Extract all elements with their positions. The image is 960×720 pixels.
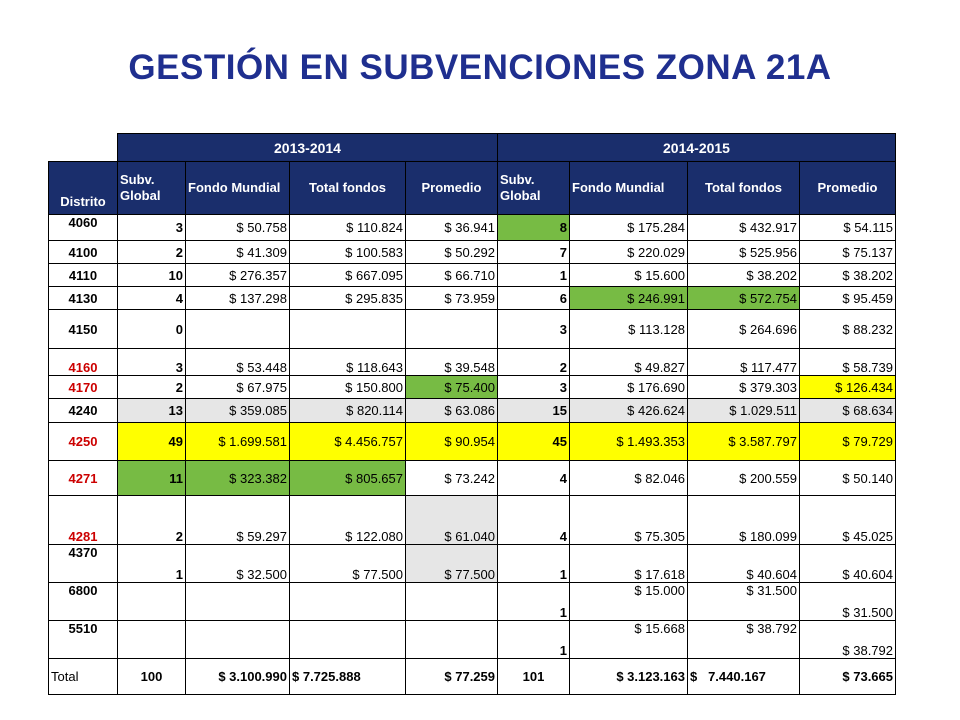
subv-count-cell: 1 bbox=[498, 545, 570, 583]
total-cell: $ 379.303 bbox=[688, 376, 800, 399]
subv-count-cell: 1 bbox=[498, 264, 570, 287]
corner-blank bbox=[49, 134, 118, 162]
total-subv-count-2: 101 bbox=[498, 659, 570, 695]
promedio-cell bbox=[406, 310, 498, 349]
total-cell: $ 110.824 bbox=[290, 215, 406, 241]
fondo-cell: $ 220.029 bbox=[570, 241, 688, 264]
fondo-cell: $ 276.357 bbox=[186, 264, 290, 287]
total-label: Total bbox=[49, 659, 118, 695]
total-fondo-2: $ 3.123.163 bbox=[570, 659, 688, 695]
fondo-cell: $ 137.298 bbox=[186, 287, 290, 310]
grants-table bbox=[48, 133, 896, 695]
district-cell: 4150 bbox=[49, 310, 118, 349]
district-cell: 4250 bbox=[49, 423, 118, 461]
district-cell: 4240 bbox=[49, 399, 118, 423]
promedio-cell: $ 90.954 bbox=[406, 423, 498, 461]
total-subv-count-1: 100 bbox=[118, 659, 186, 695]
total-fondo-1: $ 3.100.990 bbox=[186, 659, 290, 695]
period-header-2013-2014: 2013-2014 bbox=[118, 134, 498, 162]
col-header-distrito: Distrito bbox=[49, 162, 118, 215]
fondo-cell bbox=[186, 583, 290, 621]
total-cell: $ 1.029.511 bbox=[688, 399, 800, 423]
promedio-cell: $ 36.941 bbox=[406, 215, 498, 241]
subv-count-cell: 15 bbox=[498, 399, 570, 423]
fondo-cell: $ 359.085 bbox=[186, 399, 290, 423]
col-header-subv-global-1: Subv. Global bbox=[118, 162, 186, 215]
fondo-cell bbox=[186, 621, 290, 659]
fondo-cell: $ 175.284 bbox=[570, 215, 688, 241]
period-header-2014-2015: 2014-2015 bbox=[498, 134, 896, 162]
table-row bbox=[49, 376, 896, 399]
promedio-cell: $ 54.115 bbox=[800, 215, 896, 241]
total-total-2: $ 7.440.167 bbox=[688, 659, 800, 695]
table-row bbox=[49, 423, 896, 461]
fondo-cell: $ 323.382 bbox=[186, 461, 290, 496]
subv-count-cell bbox=[118, 621, 186, 659]
table-row bbox=[49, 496, 896, 545]
subv-count-cell: 8 bbox=[498, 215, 570, 241]
fondo-cell: $ 1.493.353 bbox=[570, 423, 688, 461]
promedio-cell: $ 45.025 bbox=[800, 496, 896, 545]
promedio-cell: $ 88.232 bbox=[800, 310, 896, 349]
total-cell: $ 100.583 bbox=[290, 241, 406, 264]
total-cell bbox=[290, 583, 406, 621]
col-header-subv-global-2: Subv. Global bbox=[498, 162, 570, 215]
district-cell: 4370 bbox=[49, 545, 118, 583]
district-cell: 4060 bbox=[49, 215, 118, 241]
col-header-promedio-1: Promedio bbox=[406, 162, 498, 215]
subv-count-cell: 0 bbox=[118, 310, 186, 349]
table-row bbox=[49, 545, 896, 583]
total-cell: $ 432.917 bbox=[688, 215, 800, 241]
fondo-cell: $ 49.827 bbox=[570, 349, 688, 376]
subv-count-cell: 10 bbox=[118, 264, 186, 287]
total-cell: $ 820.114 bbox=[290, 399, 406, 423]
page-title: GESTIÓN EN SUBVENCIONES ZONA 21A bbox=[128, 48, 832, 87]
promedio-cell: $ 63.086 bbox=[406, 399, 498, 423]
promedio-cell: $ 40.604 bbox=[800, 545, 896, 583]
table-row bbox=[49, 287, 896, 310]
total-cell: $ 118.643 bbox=[290, 349, 406, 376]
district-cell: 6800 bbox=[49, 583, 118, 621]
promedio-cell: $ 68.634 bbox=[800, 399, 896, 423]
district-cell: 4100 bbox=[49, 241, 118, 264]
district-cell: 4271 bbox=[49, 461, 118, 496]
subv-count-cell: 2 bbox=[498, 349, 570, 376]
total-cell: $ 117.477 bbox=[688, 349, 800, 376]
fondo-cell: $ 15.000 bbox=[570, 583, 688, 621]
subv-count-cell: 4 bbox=[118, 287, 186, 310]
subv-count-cell: 45 bbox=[498, 423, 570, 461]
total-row bbox=[49, 659, 896, 695]
col-header-promedio-2: Promedio bbox=[800, 162, 896, 215]
total-cell: $ 4.456.757 bbox=[290, 423, 406, 461]
fondo-cell bbox=[186, 310, 290, 349]
table-row bbox=[49, 461, 896, 496]
promedio-cell: $ 50.140 bbox=[800, 461, 896, 496]
table-row bbox=[49, 349, 896, 376]
subv-count-cell: 1 bbox=[498, 621, 570, 659]
promedio-cell: $ 77.500 bbox=[406, 545, 498, 583]
promedio-cell: $ 73.242 bbox=[406, 461, 498, 496]
promedio-cell: $ 50.292 bbox=[406, 241, 498, 264]
total-cell: $ 77.500 bbox=[290, 545, 406, 583]
total-cell: $ 38.792 bbox=[688, 621, 800, 659]
subv-count-cell: 3 bbox=[118, 215, 186, 241]
promedio-cell: $ 61.040 bbox=[406, 496, 498, 545]
table-row bbox=[49, 215, 896, 241]
fondo-cell: $ 15.668 bbox=[570, 621, 688, 659]
total-cell: $ 180.099 bbox=[688, 496, 800, 545]
subv-count-cell bbox=[118, 583, 186, 621]
promedio-cell: $ 73.959 bbox=[406, 287, 498, 310]
fondo-cell: $ 53.448 bbox=[186, 349, 290, 376]
fondo-cell: $ 41.309 bbox=[186, 241, 290, 264]
district-cell: 4281 bbox=[49, 496, 118, 545]
fondo-cell: $ 246.991 bbox=[570, 287, 688, 310]
subv-count-cell: 3 bbox=[498, 376, 570, 399]
promedio-cell: $ 75.137 bbox=[800, 241, 896, 264]
fondo-cell: $ 15.600 bbox=[570, 264, 688, 287]
district-cell: 5510 bbox=[49, 621, 118, 659]
col-header-total-fondos-1: Total fondos bbox=[290, 162, 406, 215]
total-cell: $ 525.956 bbox=[688, 241, 800, 264]
subv-count-cell: 2 bbox=[118, 376, 186, 399]
promedio-cell: $ 75.400 bbox=[406, 376, 498, 399]
subv-count-cell: 4 bbox=[498, 461, 570, 496]
subv-count-cell: 2 bbox=[118, 241, 186, 264]
subv-count-cell: 11 bbox=[118, 461, 186, 496]
fondo-cell: $ 82.046 bbox=[570, 461, 688, 496]
fondo-cell: $ 17.618 bbox=[570, 545, 688, 583]
district-cell: 4170 bbox=[49, 376, 118, 399]
total-cell bbox=[290, 310, 406, 349]
promedio-cell: $ 58.739 bbox=[800, 349, 896, 376]
total-total-1: $ 7.725.888 bbox=[290, 659, 406, 695]
subv-count-cell: 49 bbox=[118, 423, 186, 461]
fondo-cell: $ 113.128 bbox=[570, 310, 688, 349]
subv-count-cell: 1 bbox=[498, 583, 570, 621]
subv-count-cell: 13 bbox=[118, 399, 186, 423]
subv-count-cell: 4 bbox=[498, 496, 570, 545]
total-cell: $ 122.080 bbox=[290, 496, 406, 545]
fondo-cell: $ 426.624 bbox=[570, 399, 688, 423]
subv-count-cell: 2 bbox=[118, 496, 186, 545]
col-header-fondo-mundial-2: Fondo Mundial bbox=[570, 162, 688, 215]
promedio-cell: $ 79.729 bbox=[800, 423, 896, 461]
fondo-cell: $ 176.690 bbox=[570, 376, 688, 399]
table-row bbox=[49, 310, 896, 349]
fondo-cell: $ 1.699.581 bbox=[186, 423, 290, 461]
total-cell: $ 31.500 bbox=[688, 583, 800, 621]
col-header-total-fondos-2: Total fondos bbox=[688, 162, 800, 215]
fondo-cell: $ 50.758 bbox=[186, 215, 290, 241]
district-cell: 4160 bbox=[49, 349, 118, 376]
promedio-cell: $ 31.500 bbox=[800, 583, 896, 621]
total-cell: $ 805.657 bbox=[290, 461, 406, 496]
total-cell: $ 295.835 bbox=[290, 287, 406, 310]
promedio-cell bbox=[406, 621, 498, 659]
total-cell: $ 3.587.797 bbox=[688, 423, 800, 461]
fondo-cell: $ 59.297 bbox=[186, 496, 290, 545]
fondo-cell: $ 32.500 bbox=[186, 545, 290, 583]
total-cell: $ 667.095 bbox=[290, 264, 406, 287]
promedio-cell: $ 66.710 bbox=[406, 264, 498, 287]
total-cell: $ 38.202 bbox=[688, 264, 800, 287]
subv-count-cell: 1 bbox=[118, 545, 186, 583]
subv-count-cell: 7 bbox=[498, 241, 570, 264]
table-row bbox=[49, 583, 896, 621]
promedio-cell: $ 38.202 bbox=[800, 264, 896, 287]
promedio-cell: $ 126.434 bbox=[800, 376, 896, 399]
fondo-cell: $ 67.975 bbox=[186, 376, 290, 399]
total-cell: $ 572.754 bbox=[688, 287, 800, 310]
table-row bbox=[49, 264, 896, 287]
total-cell bbox=[290, 621, 406, 659]
subv-count-cell: 3 bbox=[118, 349, 186, 376]
table-row bbox=[49, 621, 896, 659]
district-cell: 4110 bbox=[49, 264, 118, 287]
total-promedio-2: $ 73.665 bbox=[800, 659, 896, 695]
promedio-cell: $ 38.792 bbox=[800, 621, 896, 659]
total-promedio-1: $ 77.259 bbox=[406, 659, 498, 695]
total-cell: $ 200.559 bbox=[688, 461, 800, 496]
promedio-cell: $ 39.548 bbox=[406, 349, 498, 376]
col-header-fondo-mundial-1: Fondo Mundial bbox=[186, 162, 290, 215]
table-row bbox=[49, 399, 896, 423]
table-row bbox=[49, 241, 896, 264]
promedio-cell: $ 95.459 bbox=[800, 287, 896, 310]
total-cell: $ 40.604 bbox=[688, 545, 800, 583]
fondo-cell: $ 75.305 bbox=[570, 496, 688, 545]
total-cell: $ 150.800 bbox=[290, 376, 406, 399]
subv-count-cell: 6 bbox=[498, 287, 570, 310]
district-cell: 4130 bbox=[49, 287, 118, 310]
total-cell: $ 264.696 bbox=[688, 310, 800, 349]
subv-count-cell: 3 bbox=[498, 310, 570, 349]
promedio-cell bbox=[406, 583, 498, 621]
